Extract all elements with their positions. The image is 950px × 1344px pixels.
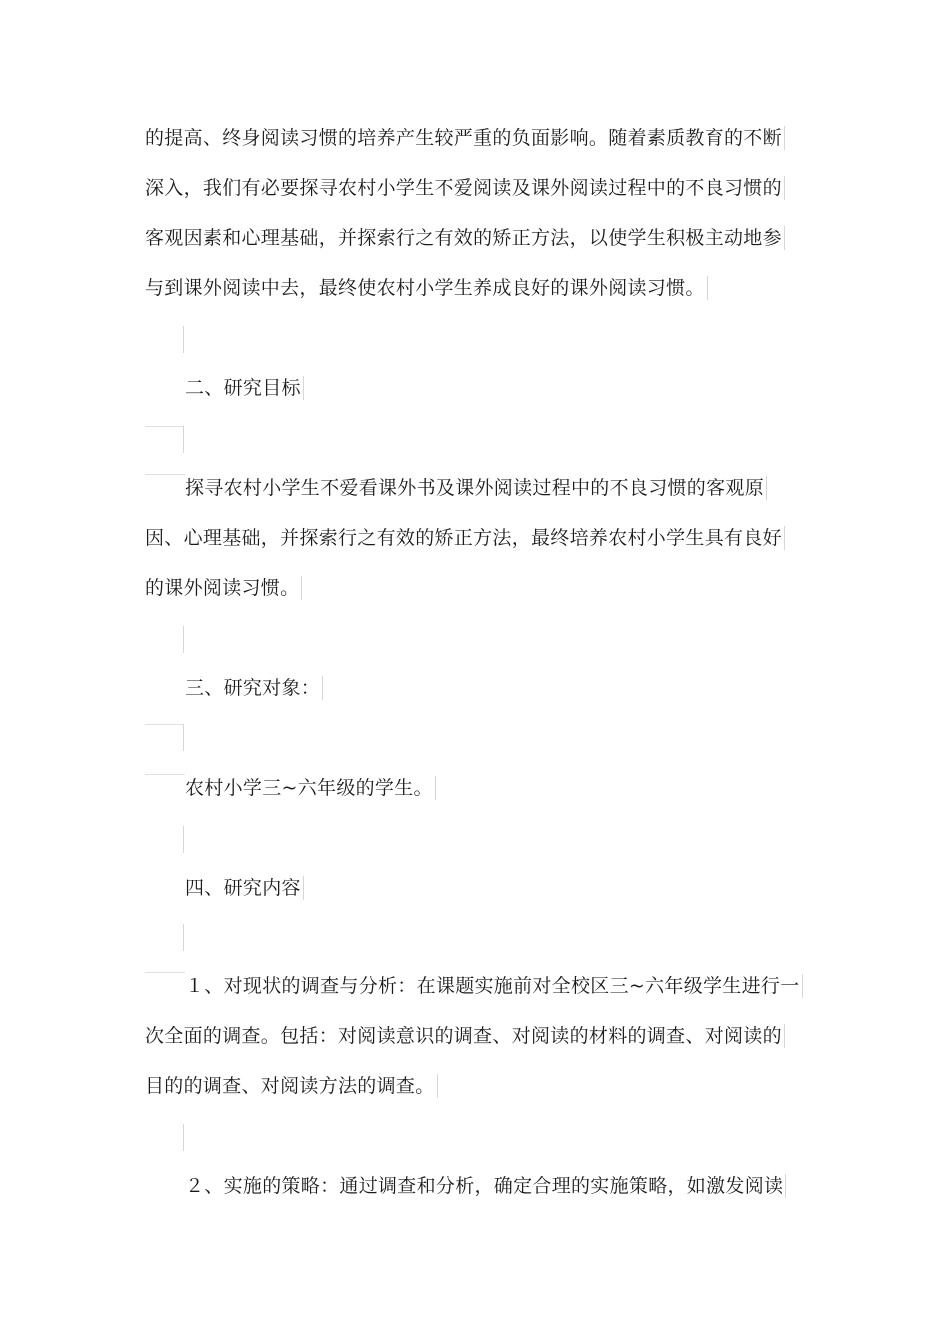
section-heading: 三、研究对象： xyxy=(185,676,323,700)
section-heading: 四、研究内容 xyxy=(185,876,304,900)
paragraph-line: 客观因素和心理基础，并探索行之有效的矫正方法，以使学生积极主动地参 xyxy=(145,226,785,250)
list-item-line: 目的的调查、对阅读方法的调查。 xyxy=(145,1074,438,1098)
cell-border xyxy=(145,724,183,725)
paragraph-line: 的课外阅读习惯。 xyxy=(145,576,302,600)
section-heading: 二、研究目标 xyxy=(185,376,304,400)
paragraph-line: 探寻农村小学生不爱看课外书及课外阅读过程中的不良习惯的客观原 xyxy=(185,476,767,500)
cell-border xyxy=(183,826,184,853)
cell-border xyxy=(145,474,185,475)
cell-border xyxy=(183,724,184,751)
list-item-line: ２、实施的策略：通过调查和分析，确定合理的实施策略，如激发阅读 xyxy=(185,1174,786,1198)
cell-border xyxy=(183,626,184,653)
list-item-line: １、对现状的调查与分析：在课题实施前对全校区三~六年级学生进行一 xyxy=(185,974,803,998)
paragraph-line: 与到课外阅读中去，最终使农村小学生养成良好的课外阅读习惯。 xyxy=(145,276,708,300)
cell-border xyxy=(145,972,185,973)
cell-border xyxy=(145,426,183,427)
list-item-line: 次全面的调查。包括：对阅读意识的调查、对阅读的材料的调查、对阅读的 xyxy=(145,1024,785,1048)
cell-border xyxy=(183,426,184,453)
cell-border xyxy=(183,326,184,353)
cell-border xyxy=(145,774,185,775)
paragraph-line: 农村小学三~六年级的学生。 xyxy=(185,776,436,800)
cell-border xyxy=(183,1124,184,1151)
paragraph-line: 因、心理基础，并探索行之有效的矫正方法，最终培养农村小学生具有良好 xyxy=(145,526,785,550)
paragraph-line: 的提高、终身阅读习惯的培养产生较严重的负面影响。随着素质教育的不断 xyxy=(145,126,785,150)
paragraph-line: 深入，我们有必要探寻农村小学生不爱阅读及课外阅读过程中的不良习惯的 xyxy=(145,176,785,200)
cell-border xyxy=(183,924,184,951)
